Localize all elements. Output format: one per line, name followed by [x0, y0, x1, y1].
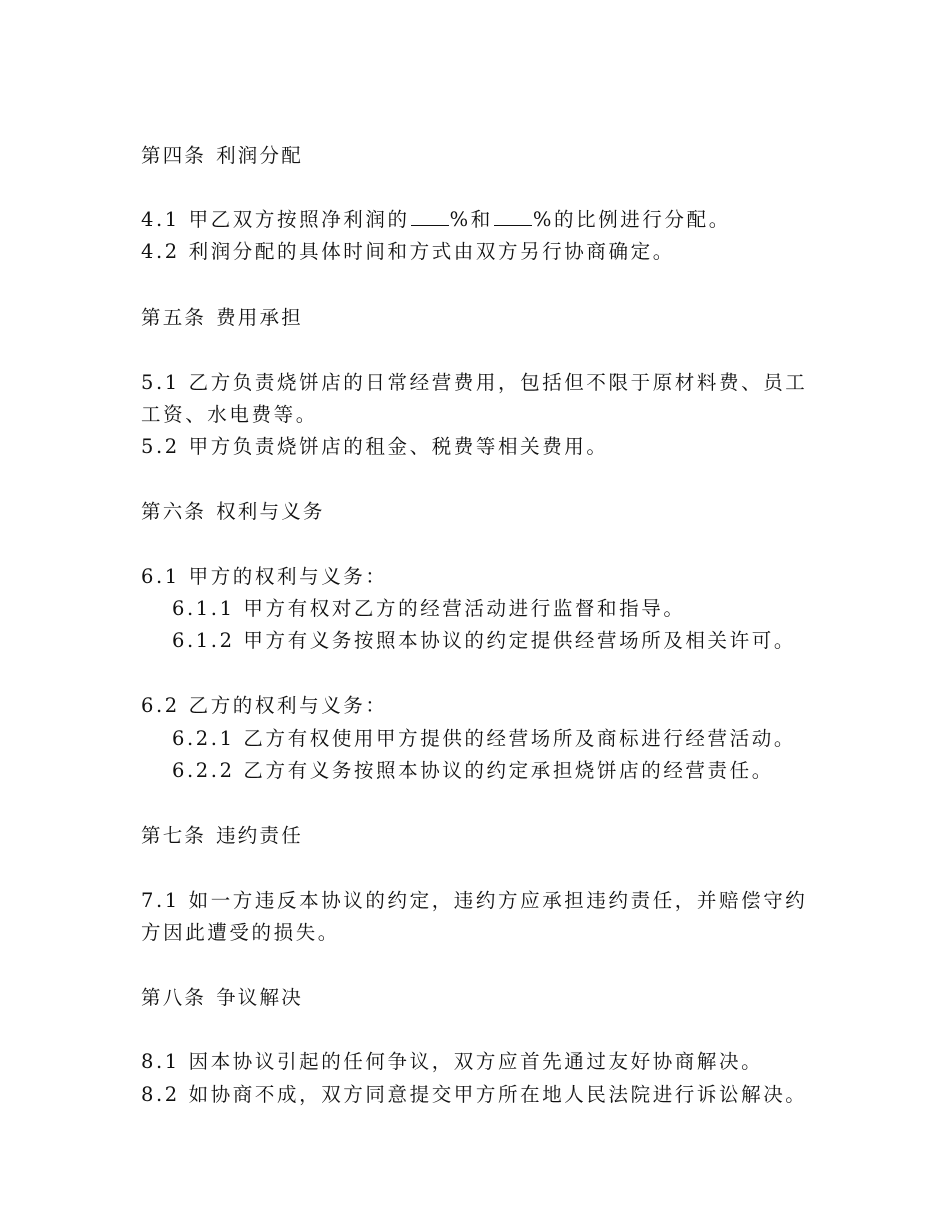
clause-6-1-1: 6.1.1 甲方有权对乙方的经营活动进行监督和指导。 — [172, 597, 686, 620]
article-number: 第六条 — [141, 500, 207, 523]
article-title: 违约责任 — [216, 824, 303, 847]
clause-6-2-2: 6.2.2 乙方有义务按照本协议的约定承担烧饼店的经营责任。 — [172, 759, 774, 782]
article-number: 第七条 — [141, 824, 207, 847]
clause-6-1-2: 6.1.2 甲方有义务按照本协议的约定提供经营场所及相关许可。 — [172, 629, 796, 652]
article-4-heading — [141, 143, 303, 169]
clause-4-2: 4.2 利润分配的具体时间和方式由双方另行协商确定。 — [141, 240, 675, 263]
article-number: 第八条 — [141, 986, 207, 1009]
clause-6-1: 6.1 甲方的权利与义务： — [141, 565, 388, 588]
clause-6-2: 6.2 乙方的权利与义务： — [141, 694, 388, 717]
article-number: 第四条 — [141, 144, 207, 167]
article-7-heading — [141, 823, 303, 849]
article-title: 争议解决 — [216, 986, 303, 1009]
clause-5-1-line-1: 5.1 乙方负责烧饼店的日常经营费用，包括但不限于原材料费、员工 — [141, 371, 808, 394]
article-6-heading — [141, 499, 325, 525]
article-title: 权利与义务 — [216, 500, 325, 523]
article-title: 费用承担 — [216, 306, 303, 329]
article-title: 利润分配 — [216, 144, 303, 167]
clause-text: 4.1 甲乙双方按照净利润的 — [141, 208, 410, 231]
clause-7-1-line-1: 7.1 如一方违反本协议的约定，违约方应承担违约责任，并赔偿守约 — [141, 889, 808, 912]
clause-4-1 — [141, 207, 731, 233]
blank-field — [411, 207, 449, 226]
clause-text: %和 — [449, 208, 493, 231]
clause-8-2: 8.2 如协商不成，双方同意提交甲方所在地人民法院进行诉讼解决。 — [141, 1083, 808, 1106]
article-number: 第五条 — [141, 306, 207, 329]
clause-5-1-line-2: 工资、水电费等。 — [141, 403, 318, 426]
clause-text: %的比例进行分配。 — [532, 208, 731, 231]
article-8-heading — [141, 985, 303, 1011]
clause-6-2-1: 6.2.1 乙方有权使用甲方提供的经营场所及商标进行经营活动。 — [172, 727, 796, 750]
clause-8-1: 8.1 因本协议引起的任何争议，双方应首先通过友好协商解决。 — [141, 1050, 764, 1073]
blank-field — [494, 207, 532, 226]
clause-5-2: 5.2 甲方负责烧饼店的租金、税费等相关费用。 — [141, 435, 609, 458]
clause-7-1-line-2: 方因此遭受的损失。 — [141, 921, 340, 944]
article-5-heading — [141, 305, 303, 331]
